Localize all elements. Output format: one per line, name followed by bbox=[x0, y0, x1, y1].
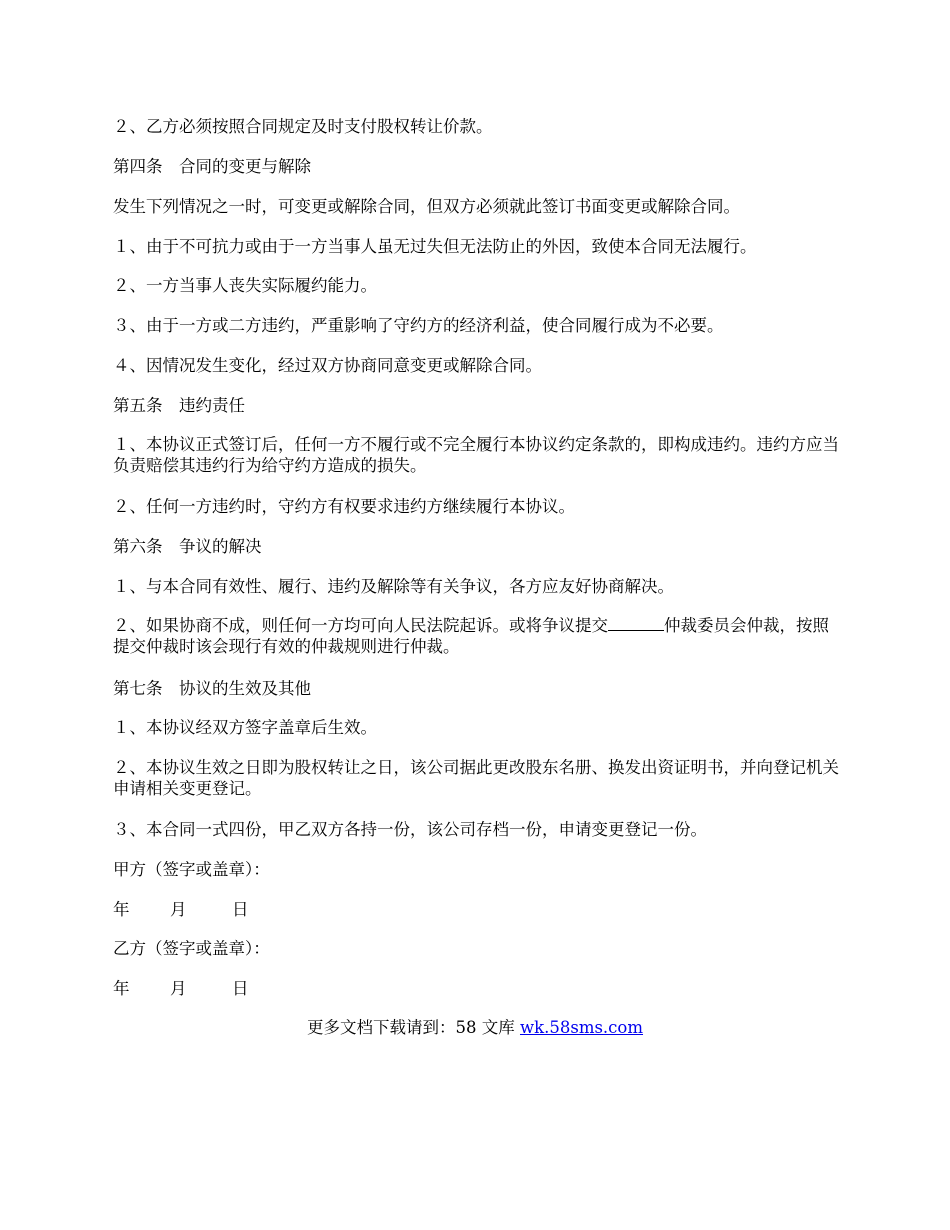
party-a-signature: 甲方（签字或盖章）： bbox=[113, 860, 270, 879]
article-6-item-2-after: 仲裁委员会仲裁，按照提交仲裁时该会现行有效的仲裁规则进行仲裁。 bbox=[113, 616, 829, 656]
party-b-date bbox=[113, 978, 249, 999]
footer-prefix: 更多文档下载请到：58 文库 bbox=[306, 1018, 520, 1037]
article-4-item-4: ４、因情况发生变化，经过双方协商同意变更或解除合同。 bbox=[113, 356, 542, 375]
article-6-item-2-before: ２、如果协商不成，则任何一方均可向人民法院起诉。或将争议提交 bbox=[113, 616, 608, 635]
article-4-item-1: １、由于不可抗力或由于一方当事人虽无过失但无法防止的外因，致使本合同无法履行。 bbox=[113, 237, 757, 256]
party-a-date bbox=[113, 899, 249, 920]
date-day-label: 日 bbox=[232, 900, 249, 919]
party-b-signature: 乙方（签字或盖章）： bbox=[113, 939, 270, 958]
article-5-item-1: １、本协议正式签订后，任何一方不履行或不完全履行本协议约定条款的，即构成违约。违约方应当负责赔偿其违约行为给守约方造成的损失。 bbox=[113, 435, 839, 475]
article-6-item-2 bbox=[113, 615, 840, 657]
article-4-item-3: ３、由于一方或二方违约，严重影响了守约方的经济利益，使合同履行成为不必要。 bbox=[113, 316, 724, 335]
article-7-item-3: ３、本合同一式四份，甲乙双方各持一份，该公司存档一份，申请变更登记一份。 bbox=[113, 820, 707, 839]
article-7-item-2: ２、本协议生效之日即为股权转让之日，该公司据此更改股东名册、换发出资证明书，并向登记机关申请相关变更登记。 bbox=[113, 758, 839, 798]
article-6-heading: 第六条 争议的解决 bbox=[113, 537, 262, 556]
article-4-intro: 发生下列情况之一时，可变更或解除合同，但双方必须就此签订书面变更或解除合同。 bbox=[113, 197, 740, 216]
article-6-item-1: １、与本合同有效性、履行、违约及解除等有关争议，各方应友好协商解决。 bbox=[113, 577, 674, 596]
footer-link[interactable]: wk.58sms.com bbox=[519, 1018, 643, 1037]
article-5-item-2: ２、任何一方违约时，守约方有权要求违约方继续履行本协议。 bbox=[113, 497, 575, 516]
article-4-item-2: ２、一方当事人丧失实际履约能力。 bbox=[113, 276, 377, 295]
clause-3-item-2: ２、乙方必须按照合同规定及时支付股权转让价款。 bbox=[113, 117, 493, 136]
date-year-label: 年 bbox=[113, 979, 130, 998]
date-year-label: 年 bbox=[113, 900, 130, 919]
date-month-label: 月 bbox=[170, 900, 187, 919]
date-day-label: 日 bbox=[232, 979, 249, 998]
article-4-heading: 第四条 合同的变更与解除 bbox=[113, 157, 311, 176]
arbitration-blank bbox=[608, 616, 664, 631]
article-7-item-1: １、本协议经双方签字盖章后生效。 bbox=[113, 718, 377, 737]
article-5-heading: 第五条 违约责任 bbox=[113, 396, 245, 415]
article-7-heading: 第七条 协议的生效及其他 bbox=[113, 679, 311, 698]
date-month-label: 月 bbox=[170, 979, 187, 998]
download-footer bbox=[0, 1017, 950, 1038]
